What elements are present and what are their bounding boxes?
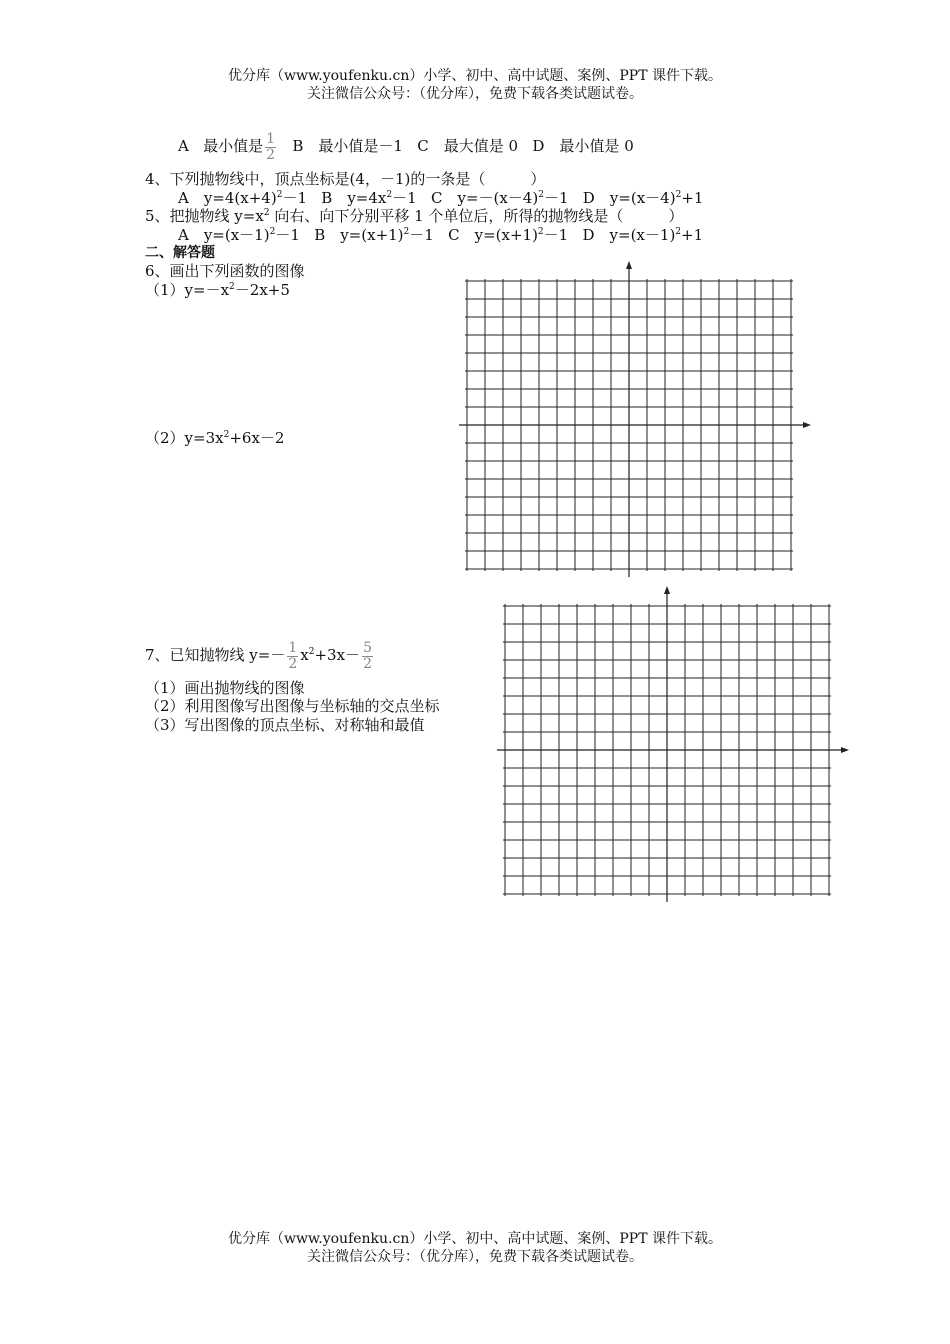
q7-fraction-2: $\frac{5}{2}$ (363, 639, 372, 672)
q6-part-2: $(2)y=3x^2+6x-2$ (145, 429, 285, 447)
q5-options (178, 226, 703, 244)
q7-stem: 7、已知抛物线 y=－ $\frac{1}{2}$ $x^2+3x-$ $\frac{5}{2}$ (145, 639, 372, 672)
q3-option-a-fraction: $\frac{1}{2}$ (266, 130, 276, 163)
section-title: 二、解答题 (145, 245, 215, 261)
q3-option-a-text: 最小值是 (203, 137, 264, 155)
q7-sub-2: （2）利用图像写出图像与坐标轴的交点坐标 (145, 697, 440, 715)
y-axis-arrow (626, 261, 632, 269)
q7-sub-3: （3）写出图像的顶点坐标、对称轴和最值 (145, 716, 425, 734)
q7-sub-1: （1）画出抛物线的图像 (145, 679, 305, 697)
q5-option-c: C $y=(x+1)^2-1$ (448, 226, 569, 244)
q4-option-a: A $y=4(x+4)^2-1$ (178, 189, 307, 207)
q3-options (178, 128, 634, 164)
y-axis-arrow (664, 586, 670, 594)
q5-option-a: A $y=(x-1)^2-1$ (178, 226, 300, 244)
q4-option-c: C $y=-(x-4)^2-1$ (430, 189, 569, 207)
x-axis-arrow (841, 747, 849, 753)
q3-option-c: C 最大值是 0 (417, 137, 519, 155)
q4-option-b: B $y=4x^2-1$ (321, 189, 417, 207)
coordinate-grid-2 (493, 580, 853, 915)
q3-option-a-label: A (178, 137, 189, 155)
q4-option-d: D $y=(x-4)^2+1$ (582, 189, 704, 207)
header-line-1: 优分库（www.youfenku.cn）小学、初中、高中试题、案例、PPT 课件下载。 (227, 68, 722, 84)
q5-stem: 5、把抛物线 $y=x^2$ 向右、向下分别平移 1 个单位后，所得的抛物线是（ ） (145, 207, 684, 225)
footer-line-1: 优分库（www.youfenku.cn）小学、初中、高中试题、案例、PPT 课件下载。 (227, 1231, 722, 1247)
q6-stem: 6、画出下列函数的图像 (145, 262, 305, 280)
x-axis-arrow (803, 422, 811, 428)
q4-options (178, 189, 703, 207)
q5-option-d: D $y=(x-1)^2+1$ (582, 226, 704, 244)
header-line-2: 关注微信公众号：（优分库），免费下载各类试题试卷。 (307, 86, 643, 102)
q3-option-d: D 最小值是 0 (532, 137, 634, 155)
q5-option-b: B $y=(x+1)^2-1$ (314, 226, 434, 244)
q6-part-1: $(1)y=-x^2-2x+5$ (145, 281, 290, 299)
q7-fraction-1: $\frac{1}{2}$ (288, 639, 298, 672)
q3-option-b: B 最小值是－1 (292, 137, 403, 155)
footer-line-2: 关注微信公众号：（优分库），免费下载各类试题试卷。 (307, 1249, 643, 1265)
q4-stem: 4、下列抛物线中，顶点坐标是(4，－1)的一条是（ ） (145, 170, 546, 188)
coordinate-grid-1 (455, 255, 815, 585)
